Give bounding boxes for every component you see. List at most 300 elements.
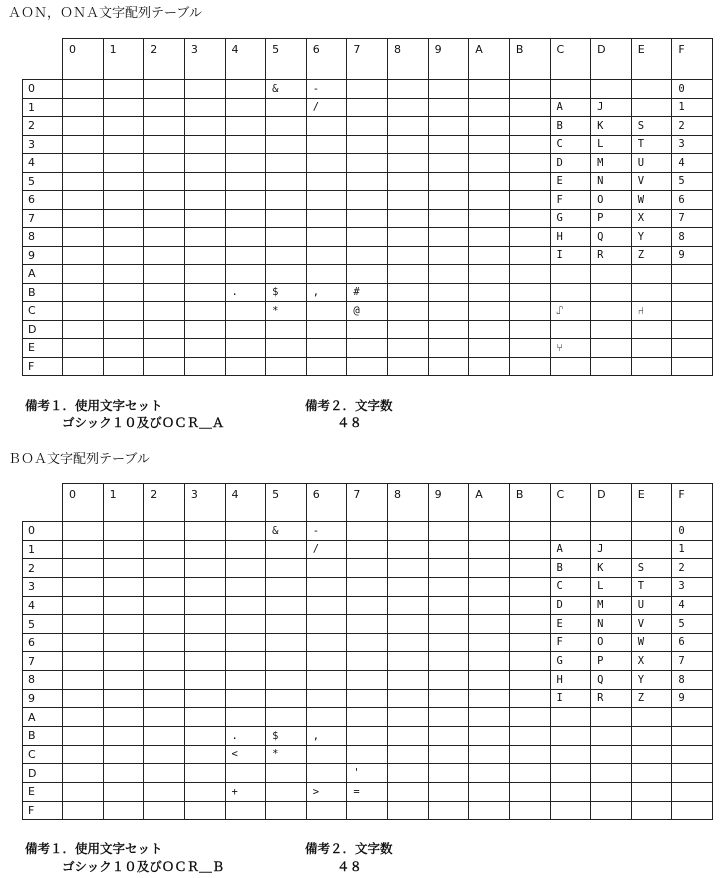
note-count-value: ４８ — [337, 415, 363, 430]
char-cell: B — [550, 117, 591, 136]
table-row — [23, 801, 713, 820]
char-cell: E — [550, 615, 591, 634]
char-cell — [144, 745, 185, 764]
char-cell: @ — [347, 302, 388, 321]
char-cell — [428, 154, 469, 173]
column-header: 9 — [428, 484, 469, 522]
char-cell — [388, 117, 429, 136]
row-header: 6 — [23, 633, 63, 652]
char-cell — [225, 540, 266, 559]
char-cell: S — [631, 559, 672, 578]
char-cell — [225, 764, 266, 783]
char-cell — [63, 265, 104, 284]
char-cell — [550, 764, 591, 783]
char-cell: 8 — [672, 228, 713, 247]
char-cell — [672, 745, 713, 764]
row-header: 4 — [23, 596, 63, 615]
char-cell — [144, 782, 185, 801]
char-cell — [306, 801, 347, 820]
char-cell — [225, 615, 266, 634]
char-cell — [266, 357, 307, 376]
char-cell — [63, 633, 104, 652]
char-cell — [591, 283, 632, 302]
char-cell — [509, 283, 550, 302]
char-cell — [266, 596, 307, 615]
char-cell: T — [631, 135, 672, 154]
char-cell — [225, 209, 266, 228]
char-cell — [469, 209, 510, 228]
char-cell — [631, 727, 672, 746]
char-cell — [306, 559, 347, 578]
char-cell — [347, 357, 388, 376]
column-header: 3 — [184, 39, 225, 80]
column-header: 1 — [103, 39, 144, 80]
char-cell: 3 — [672, 577, 713, 596]
table-row — [23, 559, 713, 578]
char-cell — [672, 727, 713, 746]
char-cell — [631, 339, 672, 358]
char-cell: Z — [631, 689, 672, 708]
row-header: D — [23, 764, 63, 783]
char-cell: & — [266, 80, 307, 99]
char-cell — [509, 357, 550, 376]
char-cell — [469, 540, 510, 559]
char-cell: 2 — [672, 117, 713, 136]
char-cell: - — [306, 80, 347, 99]
char-cell — [103, 191, 144, 210]
char-cell — [509, 302, 550, 321]
char-cell — [509, 633, 550, 652]
char-cell — [631, 745, 672, 764]
char-cell — [225, 172, 266, 191]
char-cell: J — [591, 540, 632, 559]
char-cell — [428, 246, 469, 265]
char-cell — [63, 154, 104, 173]
char-cell — [631, 98, 672, 117]
char-cell — [631, 320, 672, 339]
char-cell — [144, 154, 185, 173]
char-cell — [63, 708, 104, 727]
char-cell — [509, 265, 550, 284]
char-cell — [388, 172, 429, 191]
char-cell — [103, 320, 144, 339]
char-cell — [266, 689, 307, 708]
column-header: F — [672, 484, 713, 522]
char-cell — [428, 283, 469, 302]
char-cell — [225, 633, 266, 652]
char-cell: C — [550, 577, 591, 596]
char-cell — [225, 135, 266, 154]
char-cell — [469, 320, 510, 339]
char-cell — [184, 708, 225, 727]
char-cell — [103, 782, 144, 801]
char-cell — [306, 172, 347, 191]
char-cell — [144, 540, 185, 559]
char-cell — [225, 689, 266, 708]
char-cell: ⑂ — [550, 339, 591, 358]
char-cell — [631, 80, 672, 99]
char-cell: > — [306, 782, 347, 801]
char-cell — [144, 172, 185, 191]
note-count-label: 備考２．文字数 — [305, 841, 393, 856]
char-cell — [266, 782, 307, 801]
char-cell — [347, 228, 388, 247]
row-header: C — [23, 745, 63, 764]
char-cell — [550, 320, 591, 339]
char-cell — [428, 764, 469, 783]
char-cell — [347, 727, 388, 746]
char-cell — [144, 339, 185, 358]
table-row — [23, 154, 713, 173]
char-cell: L — [591, 577, 632, 596]
char-cell: = — [347, 782, 388, 801]
char-cell — [103, 339, 144, 358]
char-cell — [306, 708, 347, 727]
char-cell — [225, 246, 266, 265]
char-cell — [672, 708, 713, 727]
char-cell — [144, 80, 185, 99]
column-header: B — [509, 484, 550, 522]
char-cell — [428, 708, 469, 727]
char-cell — [184, 135, 225, 154]
char-cell: X — [631, 652, 672, 671]
char-cell — [550, 708, 591, 727]
char-cell — [388, 154, 429, 173]
char-cell — [63, 98, 104, 117]
char-cell — [266, 209, 307, 228]
char-cell — [347, 246, 388, 265]
char-cell — [306, 671, 347, 690]
char-cell: W — [631, 191, 672, 210]
char-cell — [428, 689, 469, 708]
char-cell — [591, 80, 632, 99]
char-cell — [225, 98, 266, 117]
char-cell — [184, 801, 225, 820]
char-cell — [184, 172, 225, 191]
char-cell — [103, 764, 144, 783]
char-cell — [509, 540, 550, 559]
char-cell — [266, 320, 307, 339]
char-cell — [144, 577, 185, 596]
char-cell — [306, 764, 347, 783]
row-header: 3 — [23, 135, 63, 154]
char-cell — [509, 708, 550, 727]
char-cell — [225, 708, 266, 727]
char-cell: N — [591, 172, 632, 191]
char-cell — [63, 246, 104, 265]
char-cell — [428, 265, 469, 284]
char-cell — [428, 302, 469, 321]
char-cell — [550, 782, 591, 801]
char-cell — [103, 135, 144, 154]
char-cell — [63, 727, 104, 746]
char-cell — [266, 671, 307, 690]
table-row — [23, 671, 713, 690]
note-count-value: ４８ — [337, 859, 363, 874]
char-cell — [388, 320, 429, 339]
note-charset-label: 備考１．使用文字セット — [25, 841, 163, 856]
char-cell — [631, 782, 672, 801]
char-cell — [103, 283, 144, 302]
char-cell — [509, 191, 550, 210]
char-cell — [184, 633, 225, 652]
char-cell — [469, 727, 510, 746]
char-cell — [184, 246, 225, 265]
char-cell — [266, 540, 307, 559]
row-header: 8 — [23, 228, 63, 247]
char-cell — [509, 745, 550, 764]
char-cell — [225, 559, 266, 578]
table-row — [23, 689, 713, 708]
char-cell — [266, 801, 307, 820]
char-cell — [428, 135, 469, 154]
char-cell: 4 — [672, 154, 713, 173]
char-cell — [428, 801, 469, 820]
char-cell: O — [591, 633, 632, 652]
char-cell — [347, 98, 388, 117]
char-cell — [103, 708, 144, 727]
char-cell — [184, 615, 225, 634]
char-cell — [306, 320, 347, 339]
char-cell — [306, 689, 347, 708]
char-cell: Y — [631, 228, 672, 247]
char-cell — [347, 745, 388, 764]
char-cell — [103, 671, 144, 690]
char-cell: V — [631, 172, 672, 191]
char-cell: 0 — [672, 522, 713, 541]
char-cell — [347, 540, 388, 559]
corner-cell — [23, 484, 63, 522]
char-cell — [306, 154, 347, 173]
char-cell — [469, 633, 510, 652]
char-cell — [306, 117, 347, 136]
char-cell: Y — [631, 671, 672, 690]
char-cell — [469, 117, 510, 136]
char-cell: 7 — [672, 209, 713, 228]
char-cell — [184, 228, 225, 247]
table-row — [23, 652, 713, 671]
table-row — [23, 357, 713, 376]
char-cell — [388, 540, 429, 559]
char-cell: A — [550, 540, 591, 559]
row-header: A — [23, 265, 63, 284]
char-cell — [184, 689, 225, 708]
char-cell — [388, 615, 429, 634]
char-cell — [306, 228, 347, 247]
char-cell — [266, 154, 307, 173]
column-header: 5 — [266, 484, 307, 522]
char-cell: ⑁ — [631, 302, 672, 321]
row-header: F — [23, 357, 63, 376]
table-row — [23, 320, 713, 339]
char-cell — [591, 265, 632, 284]
table-row — [23, 98, 713, 117]
char-cell — [509, 689, 550, 708]
column-header: 2 — [144, 39, 185, 80]
char-cell — [347, 615, 388, 634]
char-cell — [144, 246, 185, 265]
char-cell — [63, 172, 104, 191]
char-cell — [266, 98, 307, 117]
char-cell — [144, 191, 185, 210]
char-cell — [103, 265, 144, 284]
char-cell — [550, 357, 591, 376]
char-cell — [103, 154, 144, 173]
char-cell — [469, 615, 510, 634]
char-cell — [184, 764, 225, 783]
table-row — [23, 745, 713, 764]
column-header: 4 — [225, 484, 266, 522]
column-header: 6 — [306, 39, 347, 80]
char-cell: 5 — [672, 615, 713, 634]
char-cell: * — [266, 745, 307, 764]
row-header: 3 — [23, 577, 63, 596]
column-header: 9 — [428, 39, 469, 80]
row-header: 7 — [23, 652, 63, 671]
char-cell — [509, 320, 550, 339]
char-cell — [225, 320, 266, 339]
table-row — [23, 246, 713, 265]
column-header: D — [591, 484, 632, 522]
char-cell — [306, 633, 347, 652]
char-cell: 7 — [672, 652, 713, 671]
char-cell: M — [591, 154, 632, 173]
char-cell — [388, 209, 429, 228]
char-cell — [469, 172, 510, 191]
row-header: F — [23, 801, 63, 820]
char-cell — [144, 283, 185, 302]
char-cell — [184, 596, 225, 615]
char-cell — [469, 98, 510, 117]
table-row — [23, 615, 713, 634]
column-header: 0 — [63, 484, 104, 522]
char-cell — [388, 671, 429, 690]
row-header: 9 — [23, 689, 63, 708]
char-cell — [591, 339, 632, 358]
column-header: 2 — [144, 484, 185, 522]
char-cell — [144, 671, 185, 690]
char-cell: , — [306, 727, 347, 746]
char-cell: L — [591, 135, 632, 154]
char-cell — [225, 117, 266, 136]
char-cell — [631, 708, 672, 727]
char-cell — [388, 782, 429, 801]
column-header: E — [631, 39, 672, 80]
char-cell: P — [591, 652, 632, 671]
char-cell — [184, 191, 225, 210]
char-cell — [509, 764, 550, 783]
char-cell — [428, 357, 469, 376]
char-cell — [509, 117, 550, 136]
column-header: 7 — [347, 484, 388, 522]
char-cell: * — [266, 302, 307, 321]
table-row — [23, 577, 713, 596]
note-charset-value: ゴシック１０及びＯＣＲ＿Ａ — [62, 415, 225, 430]
column-header: D — [591, 39, 632, 80]
table-row — [23, 135, 713, 154]
char-cell — [428, 209, 469, 228]
char-cell — [103, 522, 144, 541]
char-cell — [266, 633, 307, 652]
char-cell — [266, 135, 307, 154]
char-cell — [469, 596, 510, 615]
char-cell — [591, 320, 632, 339]
char-cell — [469, 559, 510, 578]
char-cell — [63, 135, 104, 154]
char-cell — [347, 135, 388, 154]
char-cell — [388, 596, 429, 615]
char-cell — [184, 320, 225, 339]
row-header: B — [23, 727, 63, 746]
char-cell — [347, 633, 388, 652]
char-cell: 3 — [672, 135, 713, 154]
char-cell — [469, 246, 510, 265]
char-cell — [184, 745, 225, 764]
char-cell — [63, 782, 104, 801]
char-cell — [103, 689, 144, 708]
char-cell: H — [550, 671, 591, 690]
char-cell — [469, 522, 510, 541]
char-cell — [103, 652, 144, 671]
char-table-boa — [22, 483, 713, 820]
char-cell — [184, 671, 225, 690]
char-cell: - — [306, 522, 347, 541]
char-cell — [266, 764, 307, 783]
column-header: C — [550, 39, 591, 80]
char-cell — [225, 801, 266, 820]
column-header: 6 — [306, 484, 347, 522]
row-header: 1 — [23, 540, 63, 559]
char-cell: K — [591, 559, 632, 578]
table-row — [23, 633, 713, 652]
char-cell — [550, 283, 591, 302]
table-row — [23, 191, 713, 210]
char-cell: Z — [631, 246, 672, 265]
char-cell: 1 — [672, 98, 713, 117]
note-charset-label: 備考１．使用文字セット — [25, 398, 163, 413]
char-cell — [225, 522, 266, 541]
column-header: B — [509, 39, 550, 80]
char-cell: Q — [591, 671, 632, 690]
char-cell — [306, 596, 347, 615]
char-cell — [225, 228, 266, 247]
column-header: 8 — [388, 39, 429, 80]
char-cell — [509, 172, 550, 191]
char-cell — [347, 172, 388, 191]
char-cell — [509, 801, 550, 820]
table-row — [23, 265, 713, 284]
char-cell — [388, 191, 429, 210]
header-row — [23, 39, 713, 80]
char-cell — [428, 596, 469, 615]
char-cell — [509, 80, 550, 99]
column-header: F — [672, 39, 713, 80]
char-cell — [225, 191, 266, 210]
char-cell — [388, 559, 429, 578]
char-cell — [347, 191, 388, 210]
char-cell: 8 — [672, 671, 713, 690]
char-cell — [428, 522, 469, 541]
char-cell — [144, 801, 185, 820]
char-cell — [306, 577, 347, 596]
char-cell — [306, 745, 347, 764]
char-cell — [144, 135, 185, 154]
char-cell — [63, 357, 104, 376]
char-cell — [103, 540, 144, 559]
char-cell — [469, 357, 510, 376]
char-cell — [347, 652, 388, 671]
char-cell — [103, 727, 144, 746]
